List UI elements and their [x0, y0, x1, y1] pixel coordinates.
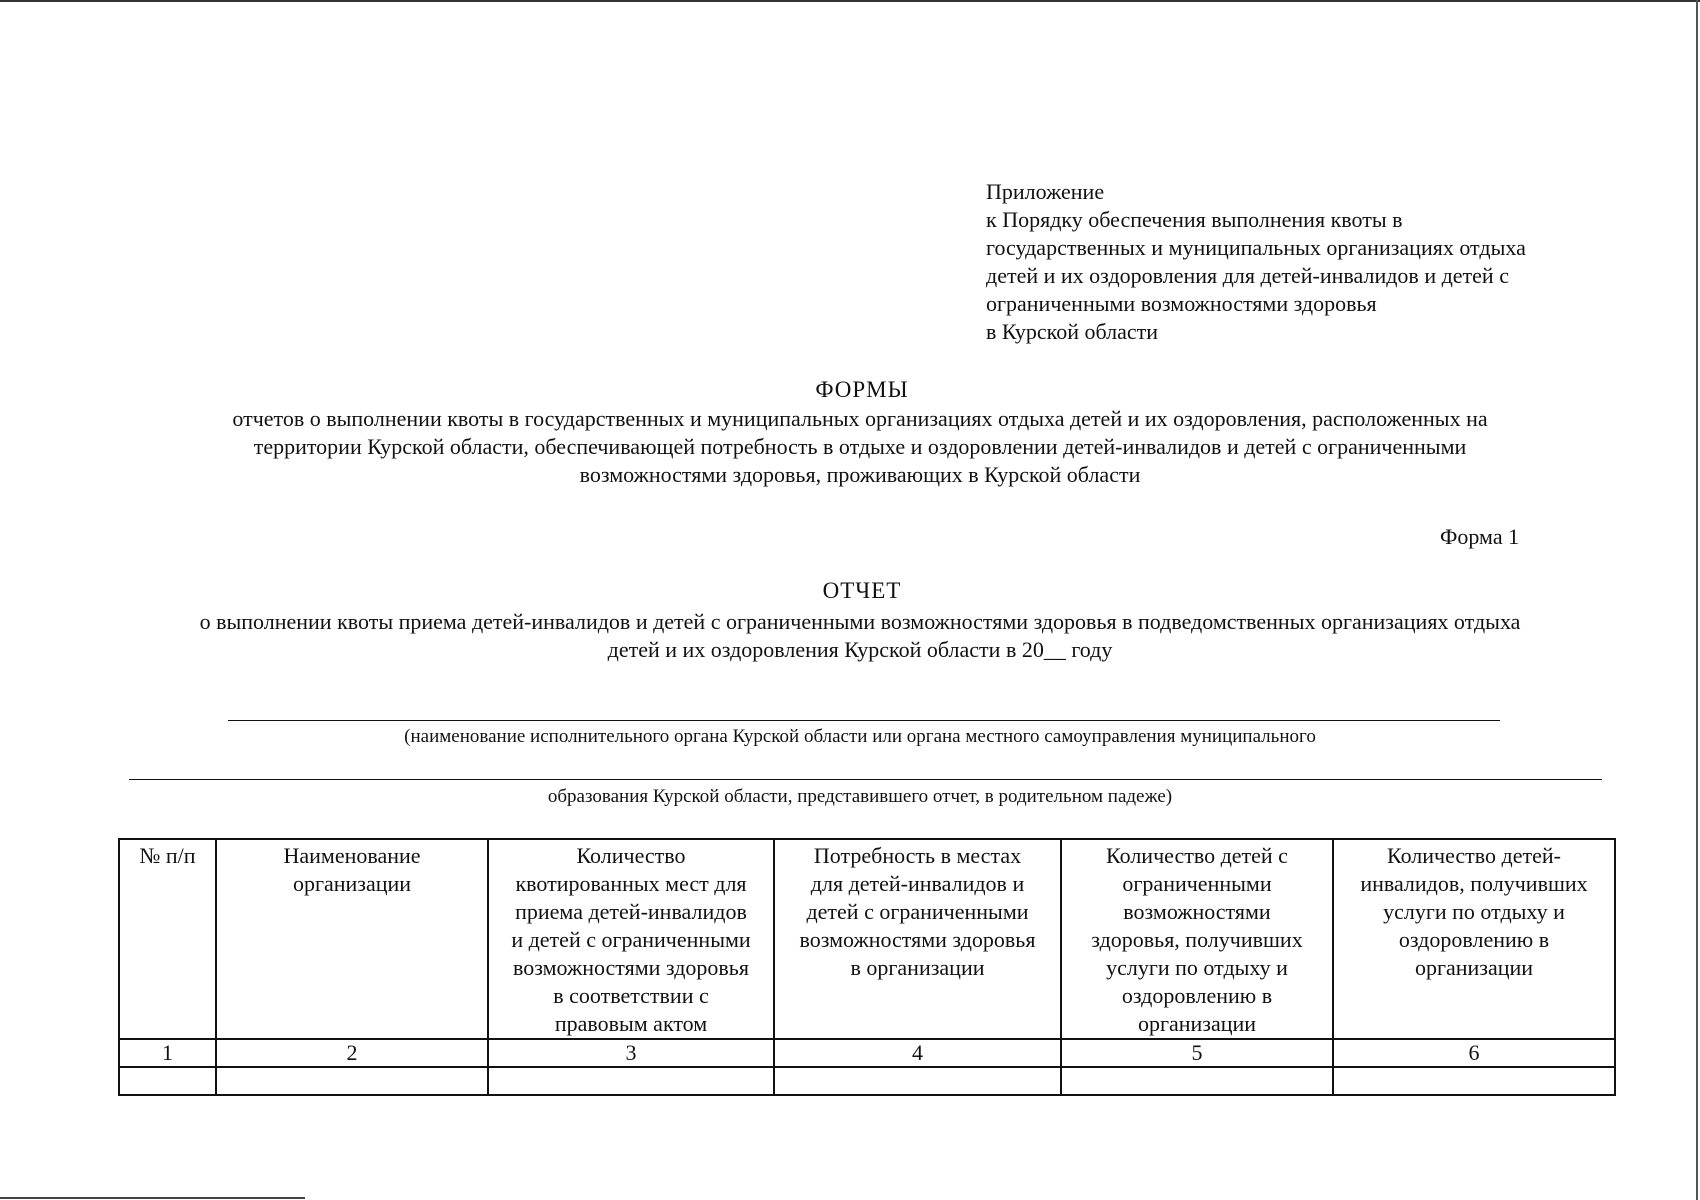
forms-subtitle-line: территории Курской области, обеспечивающей потребность в отдыхе и оздоровлении детей-инвалидов и детей с ограниченными — [253, 434, 1467, 459]
table-cell — [1333, 1067, 1615, 1095]
report-table — [118, 838, 1616, 1096]
column-number-cell: 4 — [774, 1039, 1061, 1067]
appendix-note — [986, 178, 1636, 346]
fill-in-line-1 — [228, 720, 1500, 721]
column-number-cell: 3 — [488, 1039, 774, 1067]
appendix-line: государственных и муниципальных организациях отдыха — [986, 235, 1526, 260]
report-title: ОТЧЕТ — [822, 578, 902, 603]
appendix-line: к Порядку обеспечения выполнения квоты в — [986, 207, 1403, 232]
table-row — [119, 1067, 1615, 1095]
forms-subtitle — [150, 405, 1570, 489]
scan-edge-top — [0, 0, 1700, 2]
header-cell: Количество детей- инвалидов, получивших услуги по отдыху и оздоровлению в организации — [1333, 839, 1615, 1039]
table-cell — [216, 1067, 488, 1095]
column-number-cell: 6 — [1333, 1039, 1615, 1067]
appendix-line: ограниченными возможностями здоровья — [986, 291, 1377, 316]
report-subtitle — [100, 608, 1620, 664]
appendix-line: детей и их оздоровления для детей-инвалидов и детей с — [986, 263, 1509, 288]
column-number-cell: 1 — [119, 1039, 216, 1067]
report-subtitle-line: о выполнении квоты приема детей-инвалидов и детей с ограниченными возможностями здоровья в подведомственных организациях отдыха — [199, 609, 1521, 634]
header-cell: Количество детей с ограниченными возможностями здоровья, получивших услуги по отдыху и оздоровлению в организации — [1061, 839, 1333, 1039]
column-number-row — [119, 1039, 1615, 1067]
fill-in-line-2 — [129, 779, 1602, 780]
forms-subtitle-line: отчетов о выполнении квоты в государственных и муниципальных организациях отдыха детей и их оздоровления, расположенных на — [232, 406, 1488, 431]
header-cell: № п/п — [119, 839, 216, 1039]
header-cell: Наименование организации — [216, 839, 488, 1039]
table-header-row — [119, 839, 1615, 1039]
scan-edge-bottom — [0, 1197, 305, 1199]
forms-title: ФОРМЫ — [815, 377, 909, 402]
report-subtitle-line: детей и их оздоровления Курской области в 20__ году — [607, 637, 1113, 662]
header-cell: Потребность в местах для детей-инвалидов и детей с ограниченными возможностями здоровья в организации — [774, 839, 1061, 1039]
table-cell — [774, 1067, 1061, 1095]
appendix-line: в Курской области — [986, 319, 1159, 344]
fill-in-caption-1: (наименование исполнительного органа Курской области или органа местного самоуправления муниципального — [404, 726, 1316, 747]
table-cell — [488, 1067, 774, 1095]
table-cell — [1061, 1067, 1333, 1095]
column-number-cell: 2 — [216, 1039, 488, 1067]
form-number: Форма 1 — [1440, 524, 1520, 549]
header-cell: Количество квотированных мест для приема детей-инвалидов и детей с ограниченными возможностями здоровья в соответствии с правовым актом — [488, 839, 774, 1039]
table-cell — [119, 1067, 216, 1095]
forms-subtitle-line: возможностями здоровья, проживающих в Курской области — [579, 462, 1141, 487]
fill-in-caption-2: образования Курской области, представившего отчет, в родительном падеже) — [547, 786, 1173, 807]
column-number-cell: 5 — [1061, 1039, 1333, 1067]
appendix-line: Приложение — [986, 179, 1105, 204]
